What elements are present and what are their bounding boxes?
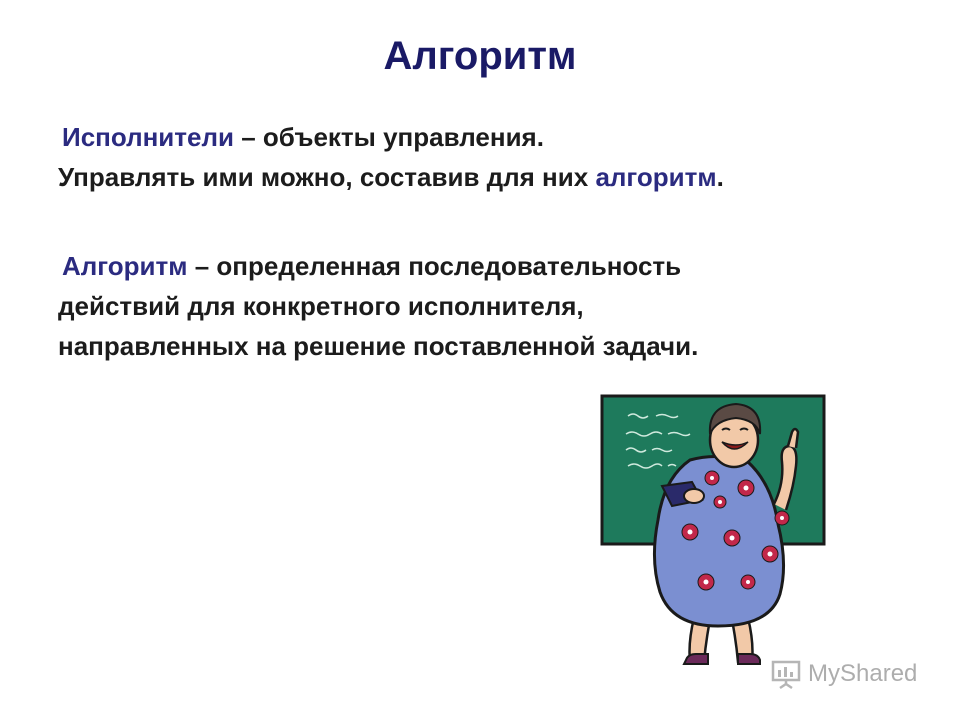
slide-title: Алгоритм bbox=[383, 34, 577, 78]
term-executors: Исполнители bbox=[62, 122, 234, 152]
executors-line-2 bbox=[58, 157, 724, 197]
watermark-text: MyShared bbox=[808, 660, 918, 687]
left-shoe bbox=[684, 654, 708, 664]
left-hand bbox=[684, 489, 704, 503]
watermark bbox=[770, 656, 917, 692]
right-shoe bbox=[738, 654, 760, 664]
executors-line-2-text: Управлять ими можно, составив для них bbox=[58, 162, 596, 192]
algorithm-definition bbox=[58, 246, 698, 366]
executors-line-2-end: . bbox=[716, 162, 724, 192]
algorithm-line-1 bbox=[58, 246, 698, 286]
term-algorithm: Алгоритм bbox=[62, 251, 188, 281]
algorithm-line-3: направленных на решение поставленной задачи. bbox=[58, 331, 699, 361]
dress bbox=[654, 456, 783, 626]
executors-line-1 bbox=[58, 117, 724, 157]
executors-definition bbox=[58, 117, 724, 197]
term-algorithm-inline: алгоритм bbox=[595, 162, 717, 192]
algorithm-line-2: действий для конкретного исполнителя, bbox=[58, 291, 584, 321]
algorithm-line-1-text: – определенная последовательность bbox=[187, 251, 682, 281]
teacher-at-blackboard-icon bbox=[598, 382, 830, 674]
executors-line-1-text: – объекты управления. bbox=[233, 122, 544, 152]
teacher-illustration bbox=[598, 382, 830, 674]
presentation-board-icon bbox=[770, 658, 802, 690]
